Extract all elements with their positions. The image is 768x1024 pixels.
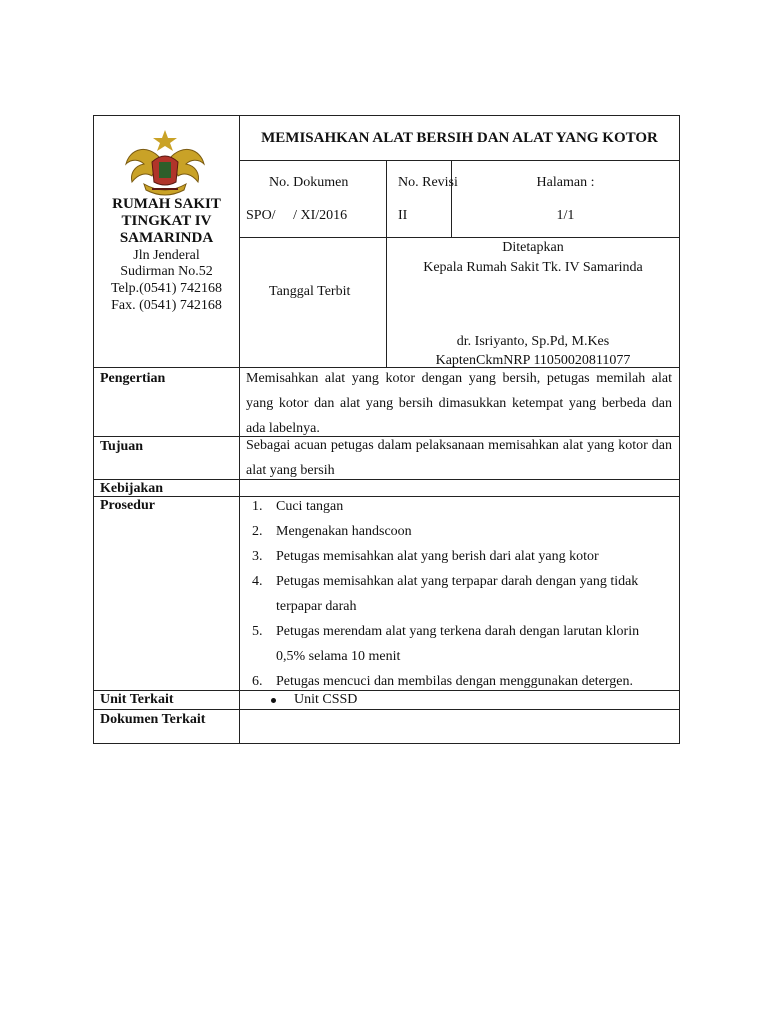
hospital-name-line1: RUMAH SAKIT xyxy=(112,196,221,212)
line-under-unit xyxy=(93,709,680,710)
hospital-name-line3: SAMARINDA xyxy=(119,230,214,246)
dokumen-terkait-label: Dokumen Terkait xyxy=(100,712,206,727)
step-number: 2. xyxy=(252,524,263,539)
bullet-icon xyxy=(271,698,276,703)
step-text: Petugas mencuci dan membilas dengan menggunakan detergen. xyxy=(276,674,634,689)
prosedur-step xyxy=(244,519,674,544)
hospital-emblem-logo xyxy=(122,128,208,198)
no-revisi-label: No. Revisi xyxy=(398,175,458,190)
unit-terkait-item: Unit CSSD xyxy=(294,692,358,707)
pengertian-text: Memisahkan alat yang kotor dengan yang bersih, petugas memilah alat yang kotor dan alat yang bersih dimasukkan ketempat yang berbeda dan ada labelnya. xyxy=(246,371,672,436)
step-number: 3. xyxy=(252,549,263,564)
line-under-docinfo xyxy=(239,237,680,238)
step-text: Petugas merendam alat yang terkena darah dengan larutan klorin 0,5% selama 10 menit xyxy=(276,624,640,664)
step-number: 1. xyxy=(252,499,263,514)
prosedur-list xyxy=(244,494,674,694)
ditetapkan-label: Ditetapkan xyxy=(502,240,564,255)
document-title: MEMISAHKAN ALAT BERSIH DAN ALAT YANG KOTOR xyxy=(261,130,658,146)
tujuan-text: Sebagai acuan petugas dalam pelaksanaan memisahkan alat yang kotor dan alat yang bersih xyxy=(246,438,672,478)
signer-rank: KaptenCkmNRP 11050020811077 xyxy=(435,353,631,368)
prosedur-step xyxy=(244,569,674,619)
tanggal-terbit-label: Tanggal Terbit xyxy=(269,284,351,299)
step-number: 4. xyxy=(252,574,263,589)
step-number: 6. xyxy=(252,674,263,689)
kebijakan-label: Kebijakan xyxy=(100,481,164,496)
prosedur-step xyxy=(244,669,674,694)
pengertian-label: Pengertian xyxy=(100,371,166,386)
step-text: Mengenakan handscoon xyxy=(276,524,412,539)
hospital-address-line1: Jln Jenderal xyxy=(133,248,200,263)
step-text: Petugas memisahkan alat yang terpapar darah dengan yang tidak terpapar darah xyxy=(276,574,639,614)
unit-terkait-label: Unit Terkait xyxy=(100,692,174,707)
prosedur-step xyxy=(244,544,674,569)
no-dokumen-label: No. Dokumen xyxy=(269,175,349,190)
no-dokumen-value: SPO/ / XI/2016 xyxy=(246,208,348,223)
hospital-address-line2: Sudirman No.52 xyxy=(120,264,213,279)
step-text: Cuci tangan xyxy=(276,499,344,514)
prosedur-step xyxy=(244,619,674,669)
border-right xyxy=(679,115,680,744)
halaman-value: 1/1 xyxy=(556,208,575,223)
prosedur-label: Prosedur xyxy=(100,498,155,513)
border-top xyxy=(93,115,680,116)
prosedur-step xyxy=(244,494,674,519)
ditetapkan-oleh: Kepala Rumah Sakit Tk. IV Samarinda xyxy=(423,260,643,275)
step-number: 5. xyxy=(252,624,263,639)
column-divider xyxy=(239,115,240,744)
tujuan-label: Tujuan xyxy=(100,439,144,454)
line-under-title xyxy=(239,160,680,161)
signer-name: dr. Isriyanto, Sp.Pd, M.Kes xyxy=(456,334,610,349)
hospital-telp: Telp.(0541) 742168 xyxy=(110,281,222,296)
no-revisi-value: II xyxy=(398,208,408,223)
hospital-name-line2: TINGKAT IV xyxy=(121,213,212,229)
hospital-fax: Fax. (0541) 742168 xyxy=(111,298,222,313)
halaman-label: Halaman : xyxy=(536,175,595,190)
step-text: Petugas memisahkan alat yang berish dari alat yang kotor xyxy=(276,549,599,564)
docinfo-divider-2 xyxy=(451,160,452,238)
border-bottom xyxy=(93,743,680,744)
